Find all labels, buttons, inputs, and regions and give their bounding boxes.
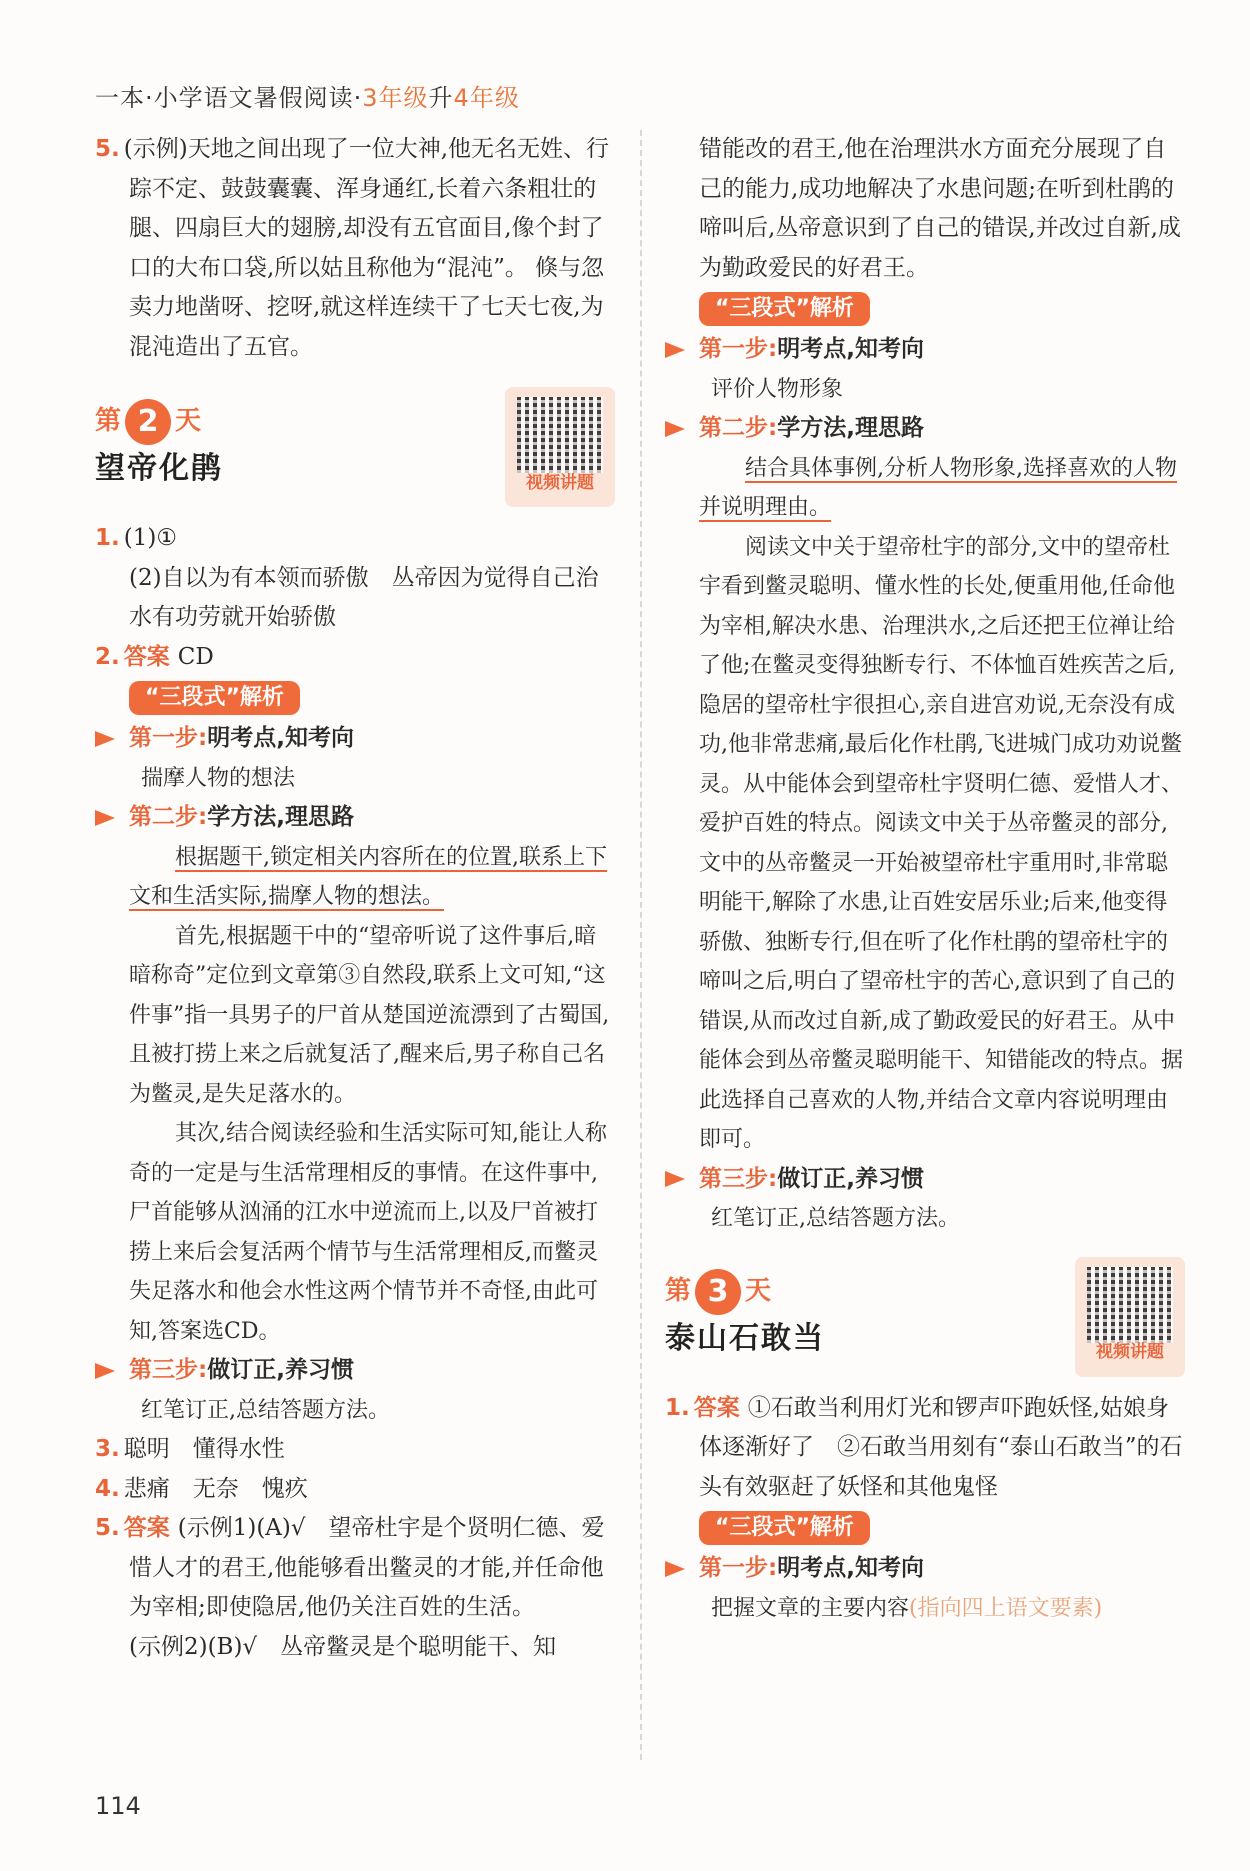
step-2 (95, 798, 615, 838)
step-1-body: 评价人物形象 (711, 376, 844, 402)
question-2 (95, 638, 615, 678)
step-label: 第二步: (129, 804, 208, 830)
header-prefix: 一本·小学语文暑假阅读· (95, 84, 363, 112)
step-title: 做订正,养习惯 (207, 1357, 354, 1383)
step-title: 明考点,知考向 (777, 1555, 924, 1581)
answer-text: CD (177, 643, 214, 670)
step-1-body (665, 1589, 1185, 1629)
pointer-icon (95, 810, 115, 826)
step-3-body: 红笔订正,总结答题方法。 (141, 1397, 390, 1423)
question-1 (665, 1389, 1185, 1508)
answer-continuation: 错能改的君王,他在治理洪水方面充分展现了自己的能力,成功地解决了水患问题;在听到杜鹃的啼叫后,丛帝意识到了自己的错误,并改过自新,成为勤政爱民的好君王。 (699, 136, 1181, 281)
step-1 (95, 719, 615, 759)
right-column (665, 130, 1185, 1628)
analysis-paragraph-2: 其次,结合阅读经验和生活实际可知,能让人称奇的一定是与生活常理相反的事情。在这件事中,尸首能够从汹涌的江水中逆流而上,以及尸首被打捞上来后会复活两个情节与生活常理相反,而鳖灵失足落水和他会水性这两个情节并不奇怪,由此可知,答案选CD。 (129, 1121, 607, 1344)
step-label: 第三步: (699, 1165, 778, 1192)
question-3 (95, 1430, 615, 1470)
step-title: 明考点,知考向 (777, 336, 924, 362)
pointer-icon (95, 731, 115, 747)
column-divider (640, 130, 642, 1760)
step-label: 第一步: (129, 725, 208, 751)
header-grade-from: 3年级 (362, 84, 429, 112)
qr-code-video[interactable] (505, 387, 615, 507)
step-2-body (95, 838, 615, 917)
step-2-body (665, 449, 1185, 528)
pointer-icon (665, 342, 685, 358)
answer-label: 答案 (693, 1394, 740, 1421)
day-number-circle: 2 (125, 399, 171, 445)
day-suffix: 天 (745, 1275, 772, 1306)
step-label: 第三步: (129, 1357, 208, 1383)
question-1 (95, 519, 615, 559)
day-2-heading (95, 389, 615, 519)
qr-label: 视频讲题 (526, 472, 594, 493)
method-underlined: 结合具体事例,分析人物形象,选择喜欢的人物并说明理由。 (699, 455, 1177, 520)
answer-example-1: (示例1)(A)√ 望帝杜宇是个贤明仁德、爱惜人才的君王,他能够看出鳖灵的才能,并任命他为宰相;即使隐居,他仍关注百姓的生活。 (129, 1515, 605, 1620)
analysis-paragraph: 阅读文中关于望帝杜宇的部分,文中的望帝杜宇看到鳖灵聪明、懂水性的长处,便重用他,任命他为宰相,解决水患、治理洪水,之后还把王位禅让给了他;在鳖灵变得独断专行、不体恤百姓疾苦之后,隐居的望帝杜宇很担心,亲自进宫劝说,无奈没有成功,他非常悲痛,最后化作杜鹃,飞进城门成功劝说鳖灵。从中能体会到望帝杜宇贤明仁德、爱惜人才、爱护百姓的特点。阅读文中关于丛帝鳖灵的部分,文中的丛帝鳖灵一开始被望帝杜宇重用时,非常聪明能干,解除了水患,让百姓安居乐业;后来,他变得骄傲、独断专行,但在听了化作杜鹃的望帝杜宇的啼叫之后,明白了望帝杜宇的苦心,意识到了自己的错误,从而改过自新,成了勤政爱民的好君王。从中能体会到丛帝鳖灵聪明能干、知错能改的特点。据此选择自己喜欢的人物,并结合文章内容说明理由即可。 (699, 534, 1184, 1152)
step-title: 学方法,理思路 (207, 804, 354, 830)
answer-text: (示例)天地之间出现了一位大神,他无名无姓、行踪不定、鼓鼓囊囊、浑身通红,长着六条粗壮的腿、四扇巨大的翅膀,却没有五官面目,像个封了口的大布口袋,所以姑且称他为“混沌”。 倏与忽卖力地凿呀、挖呀,就这样连续干了七天七夜,为混沌造出了五官。 (123, 136, 610, 360)
qr-label: 视频讲题 (1096, 1342, 1164, 1362)
answer-text: 聪明 懂得水性 (123, 1436, 285, 1462)
step-2 (665, 409, 1185, 449)
answer-line-2: (2)自以为有本领而骄傲 丛帝因为觉得自己治水有功劳就开始骄傲 (129, 564, 599, 630)
question-number: 3. (95, 1436, 120, 1462)
answer-label: 答案 (123, 1515, 170, 1541)
step-label: 第一步: (699, 336, 778, 362)
question-number: 5. (95, 1515, 120, 1541)
qr-code-icon (1087, 1267, 1173, 1343)
step-label: 第一步: (699, 1555, 778, 1581)
day-number-circle: 3 (695, 1269, 741, 1315)
lesson-title: 泰山石敢当 (665, 1320, 825, 1356)
analysis-badge: “三段式”解析 (699, 1511, 870, 1545)
running-header (95, 78, 520, 113)
day-suffix: 天 (175, 406, 202, 437)
pointer-icon (665, 1561, 685, 1577)
qr-code-icon (517, 397, 603, 473)
analysis-badge: “三段式”解析 (129, 681, 300, 715)
left-column (95, 130, 615, 1667)
step-body-text: 把握文章的主要内容 (711, 1595, 910, 1621)
answer-label: 答案 (123, 643, 170, 670)
step-label: 第二步: (699, 415, 778, 441)
question-5 (95, 1509, 615, 1628)
question-4 (95, 1470, 615, 1510)
header-mid: 升 (428, 84, 454, 112)
step-3-body: 红笔订正,总结答题方法。 (711, 1206, 960, 1231)
curriculum-reference: (指向四上语文要素) (909, 1595, 1103, 1621)
day-label (665, 1269, 771, 1315)
pointer-icon (95, 1363, 115, 1379)
step-title: 明考点,知考向 (207, 725, 354, 751)
answer-text: ①石敢当利用灯光和锣声吓跑妖怪,姑娘身体逐渐好了 ②石敢当用刻有“泰山石敢当”的石头有效驱赶了妖怪和其他鬼怪 (699, 1394, 1183, 1500)
day-prefix: 第 (95, 406, 122, 437)
step-1 (665, 330, 1185, 370)
step-1-body: 揣摩人物的想法 (141, 765, 296, 791)
question-5-previous (95, 130, 615, 367)
question-number: 1. (95, 525, 120, 551)
analysis-badge: “三段式”解析 (699, 292, 870, 326)
step-3 (665, 1160, 1185, 1200)
header-grade-to: 4年级 (453, 84, 520, 112)
answer-line-1: (1)① (123, 525, 177, 551)
pointer-icon (665, 1171, 685, 1187)
step-1 (665, 1549, 1185, 1589)
analysis-paragraph-1: 首先,根据题干中的“望帝听说了这件事后,暗暗称奇”定位到文章第③自然段,联系上文可知,“这件事”指一具男子的尸首从楚国逆流漂到了古蜀国,且被打捞上来之后就复活了,醒来后,男子称自己名为鳖灵,是失足落水的。 (129, 923, 610, 1107)
step-title: 做订正,养习惯 (777, 1165, 924, 1192)
day-label (95, 399, 201, 445)
question-number: 5. (95, 136, 120, 162)
question-number: 4. (95, 1475, 120, 1502)
method-underlined: 根据题干,锁定相关内容所在的位置,联系上下文和生活实际,揣摩人物的想法。 (129, 844, 607, 909)
day-prefix: 第 (665, 1275, 692, 1306)
question-number: 2. (95, 643, 120, 670)
day-3-heading (665, 1259, 1185, 1389)
answer-example-2: (示例2)(B)√ 丛帝鳖灵是个聪明能干、知 (129, 1633, 557, 1660)
question-number: 1. (665, 1394, 690, 1421)
page-number: 114 (95, 1792, 141, 1820)
step-3 (95, 1351, 615, 1391)
step-title: 学方法,理思路 (777, 415, 924, 441)
answer-text: 悲痛 无奈 愧疚 (123, 1475, 308, 1502)
qr-code-video[interactable] (1075, 1257, 1185, 1377)
pointer-icon (665, 421, 685, 437)
lesson-title: 望帝化鹃 (95, 451, 223, 486)
